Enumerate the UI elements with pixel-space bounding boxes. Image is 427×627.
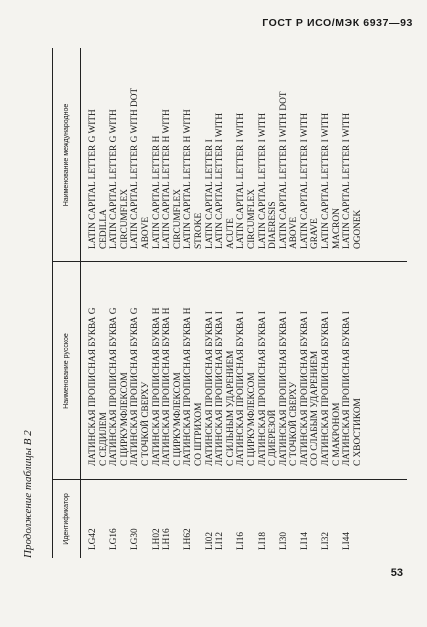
row-identifier: LI30 (278, 531, 289, 550)
row-name-international (162, 49, 183, 249)
row-name-russian (321, 276, 342, 466)
name-line: ЛАТИНСКАЯ ПРОПИСНАЯ БУКВА I (278, 311, 289, 466)
row-name-international (279, 49, 300, 249)
row-identifier: LH62 (183, 528, 194, 550)
name-line: CIRCUMFLEX (119, 189, 130, 249)
column-header-id: Идентификатор (62, 493, 70, 545)
name-line: С ЦИРКУМФЛЕКСОМ (119, 372, 130, 466)
row-name-russian (300, 276, 321, 466)
column-header-international: Наименование международное (62, 103, 70, 207)
row-name-russian (236, 276, 257, 466)
name-line: OGONEK (352, 209, 363, 249)
name-line: ЛАТИНСКАЯ ПРОПИСНАЯ БУКВА H (183, 307, 194, 466)
name-line: MACRON (331, 208, 342, 249)
row-name-international (88, 49, 109, 249)
name-line: LATIN CAPITAL LETTER I WITH DOT (278, 91, 289, 249)
name-line: С СИЛЬНЫМ УДАРЕНИЕМ (225, 350, 236, 466)
name-line: СО СЛАБЫМ УДАРЕНИЕМ (310, 350, 321, 466)
column-header-russian: Наименование русское (62, 333, 70, 409)
row-name-international (152, 49, 163, 249)
row-name-international (258, 49, 279, 249)
name-line: LATIN CAPITAL LETTER I WITH (257, 112, 268, 249)
table-row (183, 48, 204, 558)
name-line: С ТОЧКОЙ СВЕРХУ (289, 381, 300, 466)
name-line: LATIN CAPITAL LETTER I WITH (299, 112, 310, 249)
name-line: LATIN CAPITAL LETTER G WITH DOT (130, 87, 141, 249)
row-identifier: LI16 (236, 531, 247, 550)
name-line: ЛАТИНСКАЯ ПРОПИСНАЯ БУКВА I (215, 311, 226, 466)
name-line: LATIN CAPITAL LETTER I WITH (236, 112, 247, 249)
page-number: 53 (390, 567, 403, 579)
name-line: STROKE (193, 212, 204, 249)
table-row (130, 48, 151, 558)
name-line: CEDILLA (98, 209, 109, 249)
rotated-page-content (22, 48, 407, 558)
name-line: ЛАТИНСКАЯ ПРОПИСНАЯ БУКВА I (257, 311, 268, 466)
row-name-international (321, 49, 342, 249)
name-line: С ЦИРКУМФЛЕКСОМ (172, 372, 183, 466)
table-header-rule (80, 48, 81, 558)
row-name-russian (162, 276, 183, 466)
row-identifier: LI14 (299, 531, 310, 550)
name-line: ЛАТИНСКАЯ ПРОПИСНАЯ БУКВА H (151, 307, 162, 466)
table-row (300, 48, 321, 558)
continued-table (52, 48, 407, 558)
name-line: ЛАТИНСКАЯ ПРОПИСНАЯ БУКВА I (321, 311, 332, 466)
name-line: CIRCUMFLEX (246, 189, 257, 249)
name-line: С ЦИРКУМФЛЕКСОМ (246, 372, 257, 466)
name-line: DIAERESIS (268, 201, 279, 249)
row-identifier: LG16 (109, 528, 120, 550)
row-name-russian (183, 276, 204, 466)
row-name-international (130, 49, 151, 249)
row-name-russian (342, 276, 363, 466)
row-name-russian (279, 276, 300, 466)
table-row (162, 48, 183, 558)
row-name-international (183, 49, 204, 249)
table-row (88, 48, 109, 558)
row-name-international (300, 49, 321, 249)
row-identifier: LI44 (342, 531, 353, 550)
row-name-russian (258, 276, 279, 466)
row-name-russian (152, 276, 163, 466)
name-line: С ДИЕРЕЗОЙ (268, 409, 279, 466)
name-line: LATIN CAPITAL LETTER I (204, 139, 215, 249)
name-line: ЛАТИНСКАЯ ПРОПИСНАЯ БУКВА I (236, 311, 247, 466)
row-name-international (215, 49, 236, 249)
name-line: СО ШТРИХОМ (193, 402, 204, 466)
table-row (321, 48, 342, 558)
name-line: ЛАТИНСКАЯ ПРОПИСНАЯ БУКВА G (109, 307, 120, 466)
document-header: ГОСТ Р ИСО/МЭК 6937—93 (262, 17, 413, 29)
row-name-russian (109, 276, 130, 466)
name-line: ЛАТИНСКАЯ ПРОПИСНАЯ БУКВА H (162, 307, 173, 466)
name-line: LATIN CAPITAL LETTER G WITH (109, 109, 120, 249)
row-name-russian (215, 276, 236, 466)
table-row (342, 48, 363, 558)
row-identifier: LI12 (215, 531, 226, 550)
table-body (88, 48, 363, 558)
table-row (258, 48, 279, 558)
row-identifier: LH02 (151, 528, 162, 550)
name-line: ACUTE (225, 218, 236, 249)
row-identifier: LI18 (257, 531, 268, 550)
table-row (215, 48, 236, 558)
table-caption: Продолжение таблицы В 2 (22, 430, 34, 558)
name-line: ЛАТИНСКАЯ ПРОПИСНАЯ БУКВА G (88, 307, 98, 466)
name-line: ABOVE (289, 216, 300, 249)
row-name-international (342, 49, 363, 249)
table-row (279, 48, 300, 558)
name-line: CIRCUMFLEX (172, 189, 183, 249)
name-line: GRAVE (310, 218, 321, 249)
row-identifier: LI32 (321, 531, 332, 550)
row-name-russian (130, 276, 151, 466)
row-name-international (109, 49, 130, 249)
name-line: LATIN CAPITAL LETTER H WITH (183, 109, 194, 249)
name-line: ABOVE (140, 216, 151, 249)
table-row (236, 48, 257, 558)
table-row (152, 48, 163, 558)
table-row (205, 48, 216, 558)
name-line: ЛАТИНСКАЯ ПРОПИСНАЯ БУКВА I (204, 311, 215, 466)
row-identifier: LI02 (204, 531, 215, 550)
name-line: LATIN CAPITAL LETTER I WITH (321, 112, 332, 249)
row-name-international (205, 49, 216, 249)
name-line: LATIN CAPITAL LETTER I WITH (342, 112, 353, 249)
name-line: LATIN CAPITAL LETTER H WITH (162, 109, 173, 249)
name-line: С ТОЧКОЙ СВЕРХУ (140, 381, 151, 466)
name-line: LATIN CAPITAL LETTER I WITH (215, 112, 226, 249)
table-row (109, 48, 130, 558)
row-name-russian (88, 276, 109, 466)
name-line: LATIN CAPITAL LETTER G WITH (88, 109, 98, 249)
row-name-russian (205, 276, 216, 466)
row-identifier: LG42 (88, 528, 98, 550)
row-identifier: LH16 (162, 528, 173, 550)
name-line: ЛАТИНСКАЯ ПРОПИСНАЯ БУКВА I (299, 311, 310, 466)
row-name-international (236, 49, 257, 249)
name-line: С ХВОСТИКОМ (352, 398, 363, 466)
name-line: LATIN CAPITAL LETTER H (151, 135, 162, 249)
name-line: С СЕДИЛЕМ (98, 412, 109, 466)
name-line: ЛАТИНСКАЯ ПРОПИСНАЯ БУКВА I (342, 311, 353, 466)
row-identifier: LG30 (130, 528, 141, 550)
name-line: С МАКРОНОМ (331, 402, 342, 466)
name-line: ЛАТИНСКАЯ ПРОПИСНАЯ БУКВА G (130, 307, 141, 466)
